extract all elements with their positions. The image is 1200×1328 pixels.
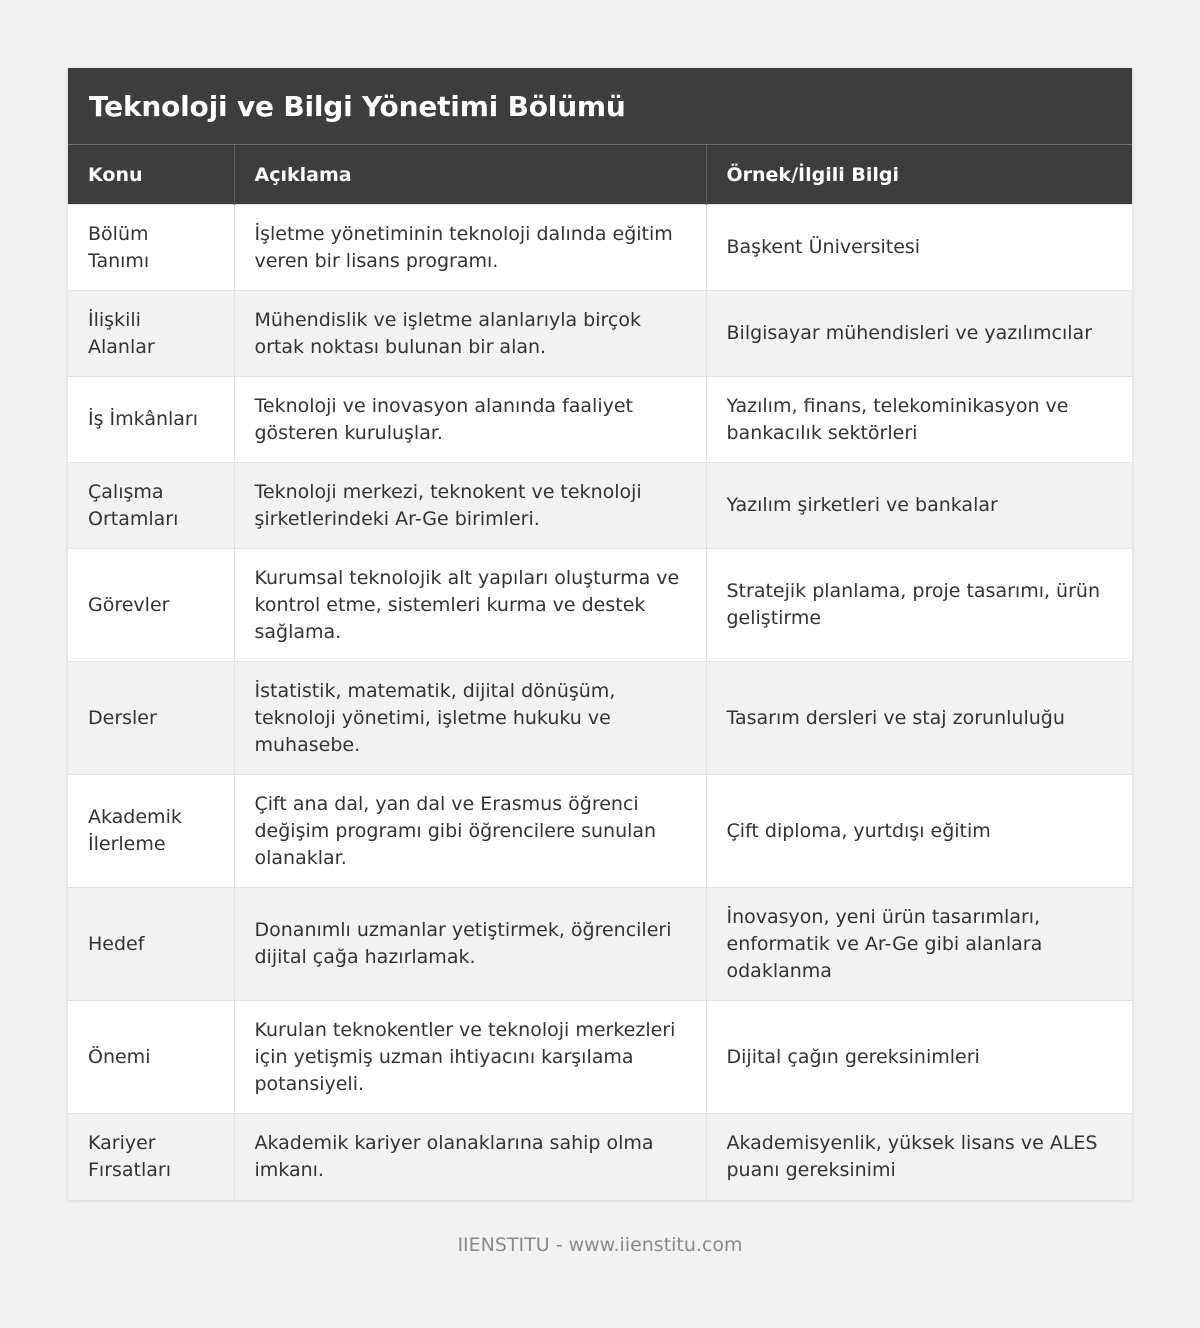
cell-konu: Görevler bbox=[68, 549, 234, 662]
cell-ornek: Stratejik planlama, proje tasarımı, ürün geliştirme bbox=[706, 549, 1132, 662]
cell-aciklama: Teknoloji ve inovasyon alanında faaliyet gösteren kuruluşlar. bbox=[234, 377, 706, 463]
table-row bbox=[68, 1001, 1132, 1114]
cell-konu: Dersler bbox=[68, 662, 234, 775]
cell-ornek: Tasarım dersleri ve staj zorunluluğu bbox=[706, 662, 1132, 775]
cell-ornek: İnovasyon, yeni ürün tasarımları, enformatik ve Ar-Ge gibi alanlara odaklanma bbox=[706, 888, 1132, 1001]
column-header-konu: Konu bbox=[68, 145, 234, 205]
title-bar bbox=[68, 68, 1132, 144]
table-row bbox=[68, 888, 1132, 1001]
column-header-ornek: Örnek/İlgili Bilgi bbox=[706, 145, 1132, 205]
cell-konu: Hedef bbox=[68, 888, 234, 1001]
cell-ornek: Yazılım şirketleri ve bankalar bbox=[706, 463, 1132, 549]
cell-ornek: Başkent Üniversitesi bbox=[706, 205, 1132, 291]
cell-konu: Önemi bbox=[68, 1001, 234, 1114]
cell-aciklama: Kurumsal teknolojik alt yapıları oluşturma ve kontrol etme, sistemleri kurma ve destek sağlama. bbox=[234, 549, 706, 662]
page-title: Teknoloji ve Bilgi Yönetimi Bölümü bbox=[89, 89, 626, 123]
table-row bbox=[68, 377, 1132, 463]
cell-konu: Bölüm Tanımı bbox=[68, 205, 234, 291]
cell-konu: Akademik İlerleme bbox=[68, 775, 234, 888]
cell-aciklama: Mühendislik ve işletme alanlarıyla birçok ortak noktası bulunan bir alan. bbox=[234, 291, 706, 377]
cell-ornek: Dijital çağın gereksinimleri bbox=[706, 1001, 1132, 1114]
cell-konu: Çalışma Ortamları bbox=[68, 463, 234, 549]
cell-aciklama: Çift ana dal, yan dal ve Erasmus öğrenci değişim programı gibi öğrencilere sunulan olanaklar. bbox=[234, 775, 706, 888]
table-row bbox=[68, 463, 1132, 549]
cell-ornek: Akademisyenlik, yüksek lisans ve ALES puanı gereksinimi bbox=[706, 1114, 1132, 1200]
cell-konu: İş İmkânları bbox=[68, 377, 234, 463]
column-header-aciklama: Açıklama bbox=[234, 145, 706, 205]
cell-aciklama: Teknoloji merkezi, teknokent ve teknoloji şirketlerindeki Ar-Ge birimleri. bbox=[234, 463, 706, 549]
cell-ornek: Yazılım, finans, telekominikasyon ve bankacılık sektörleri bbox=[706, 377, 1132, 463]
cell-aciklama: Akademik kariyer olanaklarına sahip olma imkanı. bbox=[234, 1114, 706, 1200]
table-row bbox=[68, 662, 1132, 775]
table-row bbox=[68, 291, 1132, 377]
footer-credit: IIENSTITU - www.iienstitu.com bbox=[457, 1234, 743, 1256]
cell-ornek: Çift diploma, yurtdışı eğitim bbox=[706, 775, 1132, 888]
cell-aciklama: İstatistik, matematik, dijital dönüşüm, teknoloji yönetimi, işletme hukuku ve muhasebe. bbox=[234, 662, 706, 775]
table-row bbox=[68, 775, 1132, 888]
table-header-row bbox=[68, 145, 1132, 205]
table-row bbox=[68, 1114, 1132, 1200]
table-row bbox=[68, 205, 1132, 291]
table-card bbox=[68, 68, 1132, 1200]
cell-ornek: Bilgisayar mühendisleri ve yazılımcılar bbox=[706, 291, 1132, 377]
cell-aciklama: İşletme yönetiminin teknoloji dalında eğitim veren bir lisans programı. bbox=[234, 205, 706, 291]
cell-aciklama: Donanımlı uzmanlar yetiştirmek, öğrencileri dijital çağa hazırlamak. bbox=[234, 888, 706, 1001]
cell-konu: Kariyer Fırsatları bbox=[68, 1114, 234, 1200]
info-table bbox=[68, 144, 1132, 1200]
table-row bbox=[68, 549, 1132, 662]
cell-konu: İlişkili Alanlar bbox=[68, 291, 234, 377]
cell-aciklama: Kurulan teknokentler ve teknoloji merkezleri için yetişmiş uzman ihtiyacını karşılama potansiyeli. bbox=[234, 1001, 706, 1114]
